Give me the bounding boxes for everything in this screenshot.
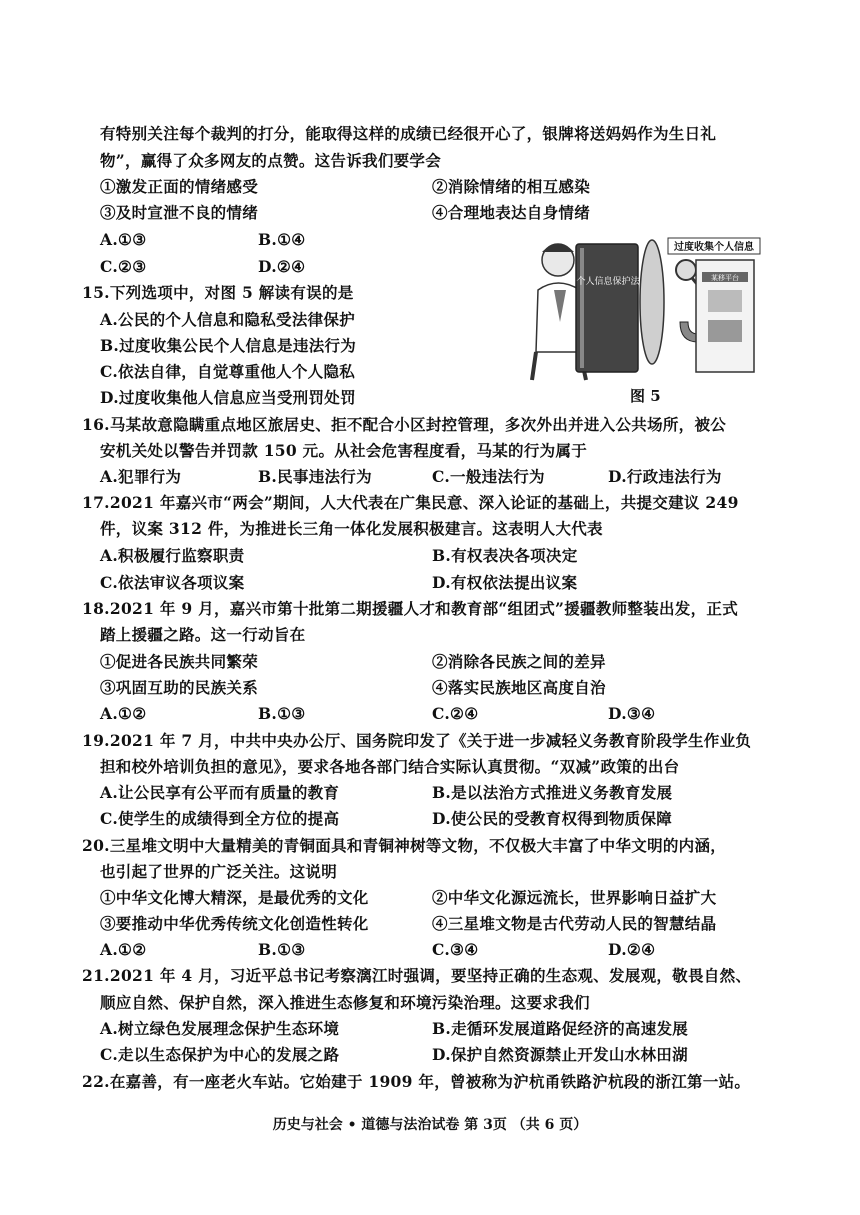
q20-option-b: B.①③ — [258, 940, 306, 959]
q15-option-a: A.公民的个人信息和隐私受法律保护 — [100, 310, 356, 329]
q18-stem-line2: 踏上援疆之路。这一行动旨在 — [100, 625, 306, 644]
q15-option-d: D.过度收集他人信息应当受刑罚处罚 — [100, 388, 356, 407]
q20-option-d: D.②④ — [608, 940, 656, 959]
q14-stem-line2: 物”，赢得了众多网友的点赞。这告诉我们要学会 — [100, 151, 442, 170]
q14-option-a: A.①③ — [100, 230, 147, 249]
q16-stem-line1: 16.马某故意隐瞒重点地区旅居史、拒不配合小区封控管理，多次外出并进入公共场所，被公 — [82, 415, 727, 434]
q21-option-a: A.树立绿色发展理念保护生态环境 — [100, 1019, 340, 1038]
q19-option-d: D.使公民的受教育权得到物质保障 — [432, 809, 673, 828]
q20-item-4: ④三星堆文物是古代劳动人民的智慧结晶 — [432, 914, 717, 933]
q18-item-1: ①促进各民族共同繁荣 — [100, 652, 259, 671]
q18-option-b: B.①③ — [258, 704, 306, 723]
q15-stem: 15.下列选项中，对图 5 解读有误的是 — [82, 283, 354, 302]
q18-option-a: A.①② — [100, 704, 147, 723]
q21-stem-line2: 顺应自然、保护自然，深入推进生态修复和环境污染治理。这要求我们 — [100, 993, 590, 1012]
law-book — [576, 244, 638, 372]
q14-item-3: ③及时宣泄不良的情绪 — [100, 203, 259, 222]
q19-option-b: B.是以法治方式推进义务教育发展 — [432, 783, 673, 802]
platform-block-1 — [708, 290, 742, 312]
q19-stem-line2: 担和校外培训负担的意见》，要求各地各部门结合实际认真贯彻。“双减”政策的出台 — [100, 757, 680, 776]
q15-option-b: B.过度收集公民个人信息是违法行为 — [100, 336, 357, 355]
q14-option-c: C.②③ — [100, 257, 147, 276]
q17-option-b: B.有权表决各项决定 — [432, 546, 578, 565]
q14-option-b: B.①④ — [258, 230, 306, 249]
q21-stem-line1: 21.2021 年 4 月，习近平总书记考察漓江时强调，要坚持正确的生态观、发展观，敬畏自然、 — [82, 966, 752, 985]
q17-option-c: C.依法审议各项议案 — [100, 573, 245, 592]
q20-stem-line2: 也引起了世界的广泛关注。这说明 — [100, 862, 338, 881]
q21-option-c: C.走以生态保护为中心的发展之路 — [100, 1045, 340, 1064]
q20-item-3: ③要推动中华优秀传统文化创造性转化 — [100, 914, 369, 933]
law-book-spine — [580, 248, 584, 368]
q20-option-a: A.①② — [100, 940, 147, 959]
q22-stem-line1: 22.在嘉善，有一座老火车站。它始建于 1909 年，曾被称为沪杭甬铁路沪杭段的浙江第一站。 — [82, 1072, 751, 1091]
platform-block-2 — [708, 320, 742, 342]
q18-item-4: ④落实民族地区高度自治 — [432, 678, 606, 697]
q14-stem-line1: 有特别关注每个裁判的打分，能取得这样的成绩已经很开心了，银牌将送妈妈作为生日礼 — [100, 124, 717, 143]
q17-stem-line2: 件，议案 312 件，为推进长三角一体化发展积极建言。这表明人大代表 — [100, 519, 603, 538]
q14-item-4: ④合理地表达自身情绪 — [432, 203, 591, 222]
q18-option-c: C.②④ — [432, 704, 479, 723]
q16-option-a: A.犯罪行为 — [100, 467, 182, 486]
q20-item-1: ①中华文化博大精深，是最优秀的文化 — [100, 888, 369, 907]
sign-label: 过度收集个人信息 — [674, 242, 754, 253]
book-label: 个人信息保护法 — [576, 277, 640, 287]
magnifier-icon — [676, 260, 696, 280]
q16-option-c: C.一般违法行为 — [432, 467, 545, 486]
q20-stem-line1: 20.三星堆文明中大量精美的青铜面具和青铜神树等文物，不仅极大丰富了中华文明的内涵， — [82, 836, 727, 855]
platform-label: 某移平台 — [711, 274, 739, 282]
q21-option-b: B.走循环发展道路促经济的高速发展 — [432, 1019, 689, 1038]
page-footer: 历史与社会 • 道德与法治试卷 第 3页 （共 6 页） — [272, 1117, 588, 1133]
q19-option-a: A.让公民享有公平而有质量的教育 — [100, 783, 340, 802]
q21-option-d: D.保护自然资源禁止开发山水林田湖 — [432, 1045, 688, 1064]
q16-option-d: D.行政违法行为 — [608, 467, 722, 486]
q18-item-2: ②消除各民族之间的差异 — [432, 652, 606, 671]
q14-item-2: ②消除情绪的相互感染 — [432, 177, 591, 196]
q17-option-a: A.积极履行监察职责 — [100, 546, 245, 565]
q17-stem-line1: 17.2021 年嘉兴市“两会”期间，人大代表在广集民意、深入论证的基础上，共提交建议 249 — [82, 493, 739, 512]
q20-option-c: C.③④ — [432, 940, 479, 959]
shield — [640, 240, 664, 364]
figure-5-cartoon — [520, 232, 763, 382]
q14-option-d: D.②④ — [258, 257, 306, 276]
q18-option-d: D.③④ — [608, 704, 656, 723]
q19-stem-line1: 19.2021 年 7 月，中共中央办公厅、国务院印发了《关于进一步减轻义务教育阶段学生作业负 — [82, 731, 752, 750]
q15-option-c: C.依法自律，自觉尊重他人个人隐私 — [100, 362, 356, 381]
q20-item-2: ②中华文化源远流长，世界影响日益扩大 — [432, 888, 717, 907]
q16-stem-line2: 安机关处以警告并罚款 150 元。从社会危害程度看，马某的行为属于 — [100, 441, 588, 460]
q16-option-b: B.民事违法行为 — [258, 467, 372, 486]
q18-item-3: ③巩固互助的民族关系 — [100, 678, 259, 697]
figure-5-caption: 图 5 — [630, 387, 661, 405]
q17-option-d: D.有权依法提出议案 — [432, 573, 578, 592]
q18-stem-line1: 18.2021 年 9 月，嘉兴市第十批第二期援疆人才和教育部“组团式”援疆教师整装出发，正式 — [82, 599, 739, 618]
q19-option-c: C.使学生的成绩得到全方位的提高 — [100, 809, 340, 828]
q14-item-1: ①激发正面的情绪感受 — [100, 177, 259, 196]
